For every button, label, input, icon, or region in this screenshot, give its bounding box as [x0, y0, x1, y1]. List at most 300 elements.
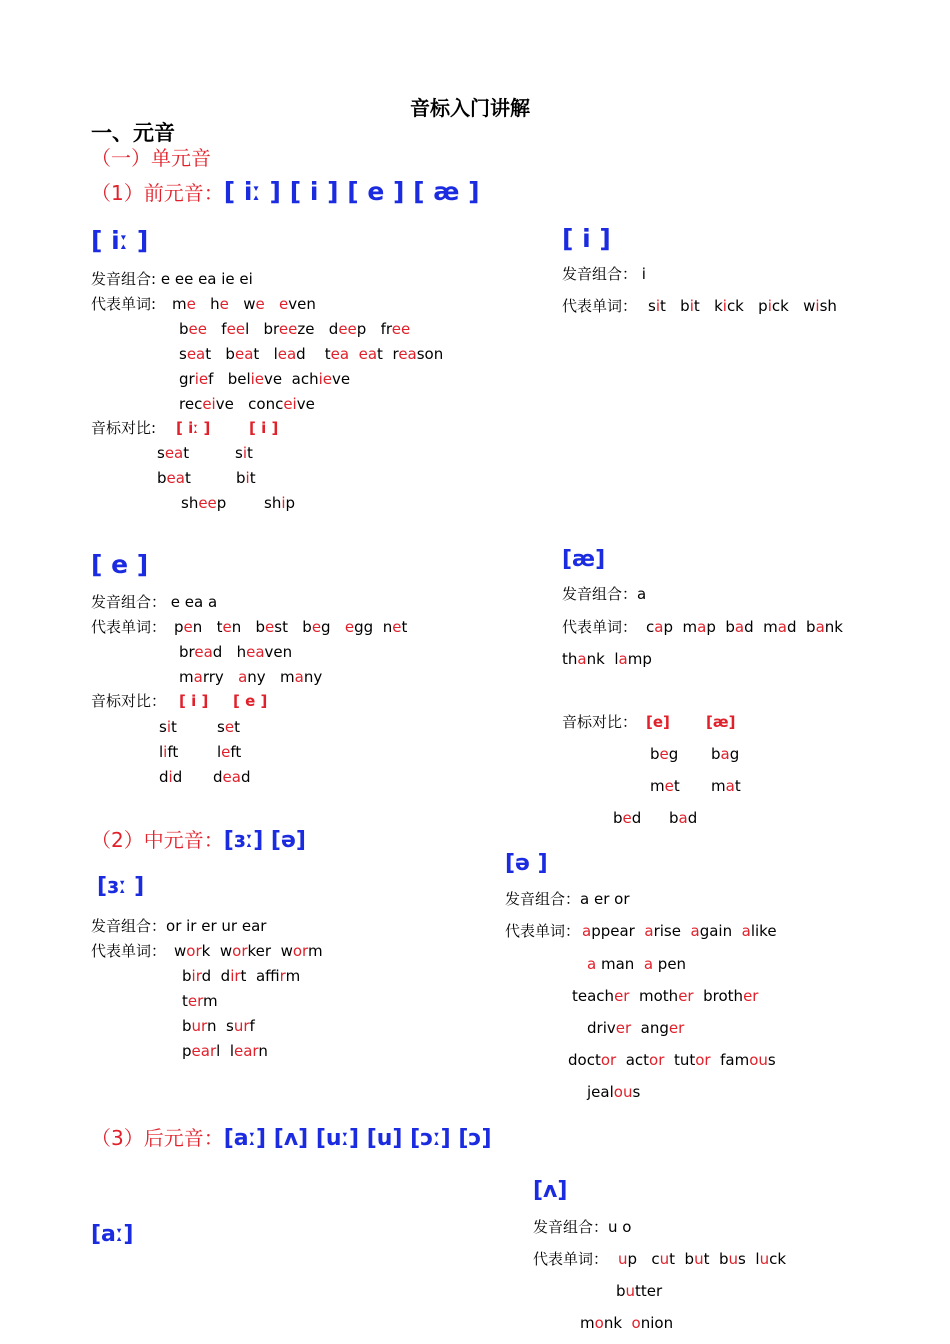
highlight-letters: ur [191, 1017, 207, 1035]
word-text: p [285, 494, 296, 512]
e-compare-label: 音标对比： [91, 692, 167, 710]
central-vowels-label: （2）中元音： [91, 828, 224, 852]
word-text: d [240, 768, 251, 786]
er-word-line [182, 1042, 268, 1060]
ae-word-line [562, 650, 652, 668]
word-text: rry [202, 668, 239, 686]
word-text: t [182, 992, 188, 1010]
ae-pair-left [613, 809, 641, 827]
er-word-line [174, 942, 323, 960]
word-text: k w [201, 942, 233, 960]
ii-pair-left [181, 494, 226, 512]
highlight-letters: u [694, 1250, 704, 1268]
highlight-letters: ei [283, 395, 297, 413]
highlight-letters: ir [191, 967, 202, 985]
combo-label: 发音组合： [91, 593, 167, 611]
word-text: s [217, 718, 225, 736]
highlight-letters: ea [234, 345, 254, 363]
word-text: d [213, 768, 223, 786]
ae-pair-right [669, 809, 697, 827]
highlight-letters: ea [194, 643, 213, 661]
e-pair-left [159, 768, 182, 786]
i-symbol: [ i ] [562, 224, 611, 253]
word-text: ve ach [264, 370, 319, 388]
highlight-letters: i [168, 768, 173, 786]
e-compare-a: [ i ] [179, 692, 209, 710]
word-text: doct [568, 1051, 601, 1069]
highlight-letters: u [618, 1250, 628, 1268]
schwa-word-line [568, 1051, 776, 1069]
highlight-letters: e [183, 618, 193, 636]
highlight-letters: e [392, 618, 402, 636]
word-text: m [307, 942, 323, 960]
word-text: b [669, 809, 679, 827]
word-text: t [673, 777, 680, 795]
e-word-line [179, 643, 292, 661]
highlight-letters: ie [194, 370, 209, 388]
word-text: mp [627, 650, 652, 668]
word-text: p [216, 494, 227, 512]
highlight-letters: i [722, 297, 727, 315]
ae-words-label: 代表单词： [562, 618, 638, 636]
word-text: ang [631, 1019, 669, 1037]
word-text: d [172, 768, 183, 786]
schwa-word-line [587, 1083, 640, 1101]
word-text: d [631, 809, 642, 827]
highlight-letters: ur [233, 1017, 250, 1035]
ii-pair-left [157, 469, 191, 487]
word-text: gr [179, 370, 195, 388]
highlight-letters: a [678, 809, 688, 827]
highlight-letters: ir [230, 967, 241, 985]
highlight-letters: a [690, 922, 700, 940]
word-text: f [207, 320, 227, 338]
word-text: s [235, 444, 243, 462]
ii-word-line [179, 320, 410, 338]
word-text: n s [206, 1017, 234, 1035]
schwa-word-line [572, 987, 758, 1005]
word-text: t [734, 777, 741, 795]
e-pair-right [213, 768, 250, 786]
word-text: t k [693, 297, 723, 315]
highlight-letters: ee [226, 320, 246, 338]
schwa-symbol: [ə ] [505, 851, 548, 876]
wedge-combos: u o [608, 1218, 632, 1236]
e-pair-right [217, 743, 241, 761]
word-text: ft [167, 743, 179, 761]
word-text: m [650, 777, 665, 795]
combo-label: 发音组合： [505, 890, 581, 908]
word-text: gain [699, 922, 742, 940]
word-text: ker w [247, 942, 293, 960]
highlight-letters: ea [166, 469, 185, 487]
ae-symbol: [æ] [562, 547, 606, 572]
highlight-letters: ea [186, 345, 206, 363]
ii-compare-b: [ i ] [249, 419, 279, 437]
highlight-letters: a [577, 650, 587, 668]
highlight-letters: a [618, 650, 628, 668]
word-text: ve conc [215, 395, 284, 413]
central-vowels-heading [91, 824, 306, 853]
er-word-line [182, 992, 218, 1010]
central-vowels-ipa: [ɜː] [ə] [223, 828, 306, 853]
word-text: g [321, 618, 345, 636]
highlight-letters: ei [202, 395, 216, 413]
highlight-letters: or [695, 1051, 711, 1069]
ii-word-line [172, 295, 316, 313]
word-text: m [580, 1314, 595, 1332]
highlight-letters: i [815, 297, 820, 315]
word-text: m [179, 668, 194, 686]
ae-pair-left [650, 777, 680, 795]
schwa-word-line [587, 1019, 684, 1037]
highlight-letters: e [664, 777, 674, 795]
ii-pair-right [235, 444, 253, 462]
highlight-letters: e [622, 809, 632, 827]
highlight-letters: ee [391, 320, 411, 338]
highlight-letters: e [222, 618, 232, 636]
word-text: teach [572, 987, 615, 1005]
highlight-letters: a [587, 955, 597, 973]
highlight-letters: o [594, 1314, 604, 1332]
highlight-letters: a [294, 668, 304, 686]
i-words-label: 代表单词： [562, 297, 638, 315]
i-combos: i [641, 265, 646, 283]
word-text: t [247, 444, 253, 462]
highlight-letters: a [193, 668, 203, 686]
word-text: h [195, 295, 220, 313]
combo-label: 发音组合： [533, 1218, 609, 1236]
highlight-letters: ir [279, 967, 286, 985]
word-text: f [249, 1017, 255, 1035]
ae-compare-b: [æ] [706, 713, 736, 731]
schwa-word-line [582, 922, 777, 940]
word-text: nk l [586, 650, 619, 668]
word-text: d [159, 768, 169, 786]
highlight-letters: ee [338, 320, 357, 338]
word-text: ny m [247, 668, 295, 686]
combo-label: 发音组合： [562, 585, 638, 603]
front-vowels-label: （1）前元音： [91, 181, 224, 205]
ae-pair-right [711, 777, 741, 795]
word-text: nk [603, 1314, 632, 1332]
highlight-letters: er [614, 987, 630, 1005]
word-text: d b [787, 618, 816, 636]
word-text: d h [212, 643, 247, 661]
wedge-symbol: [ʌ] [533, 1178, 568, 1203]
highlight-letters: ea [164, 444, 184, 462]
ii-word-line [179, 370, 350, 388]
e-combos: e ea a [170, 593, 218, 611]
word-text: act [616, 1051, 650, 1069]
schwa-words-label: 代表单词： [505, 922, 581, 940]
highlight-letters: e [265, 618, 275, 636]
word-text: n b [231, 618, 266, 636]
highlight-letters: a [741, 922, 751, 940]
word-text: tter [635, 1282, 663, 1300]
word-text: b [182, 1017, 192, 1035]
word-text: ck [769, 1250, 787, 1268]
wedge-word-line [580, 1314, 673, 1332]
front-vowels-ipa: [ iː ] [ i ] [ e ] [ æ ] [223, 177, 480, 206]
word-text: t [171, 718, 177, 736]
word-text: th [562, 650, 578, 668]
highlight-letters: or [600, 1051, 617, 1069]
word-text: p [174, 618, 184, 636]
highlight-letters: or [292, 942, 308, 960]
highlight-letters: u [659, 1250, 670, 1268]
word-text: d d [201, 967, 231, 985]
word-text: ppear [591, 922, 645, 940]
highlight-letters: o [631, 1314, 641, 1332]
highlight-letters: a [697, 618, 707, 636]
schwa-combos-row [505, 890, 629, 908]
word-text: t [249, 469, 256, 487]
word-text: nk [824, 618, 843, 636]
highlight-letters: i [166, 718, 171, 736]
wedge-combos-row [533, 1218, 631, 1236]
word-text: l [159, 743, 164, 761]
word-text: t aff [240, 967, 280, 985]
highlight-letters: u [759, 1250, 770, 1268]
word-text: s [632, 1083, 641, 1101]
highlight-letters: u [625, 1282, 636, 1300]
ii-words-label: 代表单词: [91, 295, 157, 313]
highlight-letters: i [767, 297, 772, 315]
word-text: d [687, 809, 698, 827]
word-text: g [729, 745, 740, 763]
wedge-word-line [618, 1250, 786, 1268]
highlight-letters: e [219, 295, 229, 313]
word-text: ven [264, 643, 293, 661]
e-words-label: 代表单词： [91, 618, 167, 636]
highlight-letters: ear [191, 1042, 217, 1060]
highlight-letters: a [582, 922, 592, 940]
word-text: l [217, 743, 222, 761]
e-pair-left [159, 743, 178, 761]
ii-compare-label: 音标对比: [91, 419, 157, 437]
highlight-letters: ea [358, 345, 378, 363]
highlight-letters: e [279, 295, 289, 313]
highlight-letters: a [238, 668, 248, 686]
word-text: sh [181, 494, 199, 512]
e-pair-right [217, 718, 240, 736]
highlight-letters: a [725, 777, 735, 795]
er-long-combos: or ir er ur ear [166, 917, 267, 935]
word-text: t b [669, 1250, 695, 1268]
e-symbol: [ e ] [91, 550, 149, 579]
word-text: ck p [726, 297, 768, 315]
ii-compare-a: [ iː ] [176, 419, 211, 437]
word-text: b [179, 320, 189, 338]
highlight-letters: or [232, 942, 248, 960]
highlight-letters: ea [398, 345, 417, 363]
word-text: l l [216, 1042, 234, 1060]
word-text: ven [288, 295, 316, 313]
highlight-letters: a [815, 618, 825, 636]
word-text: s [648, 297, 656, 315]
ii-word-line [179, 395, 315, 413]
word-text: man [596, 955, 644, 973]
ii-pair-right [264, 494, 295, 512]
back-vowels-label: （3）后元音： [91, 1126, 224, 1150]
word-text: t b [660, 297, 690, 315]
highlight-letters: i [689, 297, 694, 315]
word-text: p c [627, 1250, 660, 1268]
highlight-letters: ee [188, 320, 207, 338]
word-text: f bel [208, 370, 251, 388]
word-text: nion [640, 1314, 674, 1332]
word-text: t [401, 618, 408, 636]
highlight-letters: ie [250, 370, 265, 388]
highlight-letters: ea [330, 345, 350, 363]
highlight-letters: ie [318, 370, 333, 388]
highlight-letters: i [655, 297, 660, 315]
word-text: d m [744, 618, 778, 636]
highlight-letters: u [728, 1250, 739, 1268]
word-text: ze d [297, 320, 339, 338]
word-text: ve [332, 370, 351, 388]
er-word-line [182, 1017, 255, 1035]
highlight-letters: er [187, 992, 204, 1010]
highlight-letters: ea [277, 345, 297, 363]
e-word-line [174, 618, 407, 636]
ii-combos-row [91, 270, 253, 288]
aa-symbol: [aː] [91, 1222, 134, 1247]
word-text: t [234, 718, 240, 736]
word-text: t [184, 469, 191, 487]
word-text: son [416, 345, 444, 363]
word-text: s l [738, 1250, 760, 1268]
e-compare-b: [ e ] [233, 692, 268, 710]
highlight-letters: e [224, 718, 235, 736]
word-text: d t [296, 345, 331, 363]
word-text: ck w [771, 297, 816, 315]
word-text: driv [587, 1019, 616, 1037]
highlight-letters: ee [278, 320, 298, 338]
highlight-letters: a [643, 955, 654, 973]
page-title: 音标入门讲解 [410, 96, 530, 120]
word-text: gg n [354, 618, 393, 636]
word-text: b [157, 469, 167, 487]
word-text: s [159, 718, 167, 736]
ii-word-line [179, 345, 443, 363]
word-text: t b [703, 1250, 729, 1268]
word-text: n t [192, 618, 223, 636]
back-vowels-heading [91, 1122, 492, 1151]
highlight-letters: or [186, 942, 202, 960]
ii-pair-left [157, 444, 189, 462]
i-combos-row [562, 265, 646, 283]
word-text: w [174, 942, 187, 960]
highlight-letters: er [668, 1019, 685, 1037]
word-text: w [228, 295, 256, 313]
highlight-letters: er [678, 987, 694, 1005]
highlight-letters: e [311, 618, 322, 636]
highlight-letters: er [615, 1019, 632, 1037]
combo-label: 发音组合： [562, 265, 638, 283]
er-long-words-label: 代表单词： [91, 942, 167, 960]
highlight-letters: er [743, 987, 759, 1005]
word-text: broth [693, 987, 744, 1005]
word-text: pen [653, 955, 687, 973]
ae-pair-right [711, 745, 739, 763]
highlight-letters: ee [198, 494, 217, 512]
word-text: ve [296, 395, 315, 413]
word-text: b [650, 745, 660, 763]
word-text: like [750, 922, 777, 940]
highlight-letters: a [777, 618, 787, 636]
word-text: sh [819, 297, 837, 315]
er-long-combos-row [91, 917, 266, 935]
highlight-letters: e [659, 745, 669, 763]
word-text: p [182, 1042, 192, 1060]
word-text: ft [230, 743, 242, 761]
highlight-letters: i [163, 743, 168, 761]
word-text: b [711, 745, 721, 763]
word-text: t [183, 444, 190, 462]
i-word-line [648, 297, 837, 315]
word-text: rise [653, 922, 691, 940]
word-text: p m [663, 618, 698, 636]
er-long-symbol: [ɜː ] [97, 874, 145, 899]
combo-label: 发音组合: [91, 270, 157, 288]
word-text: jeal [587, 1083, 614, 1101]
e-pair-left [159, 718, 177, 736]
word-text: b [613, 809, 623, 827]
highlight-letters: or [649, 1051, 665, 1069]
ii-pair-right [236, 469, 256, 487]
highlight-letters: a [644, 922, 654, 940]
word-text: b [182, 967, 192, 985]
combo-label: 发音组合： [91, 917, 167, 935]
highlight-letters: e [255, 295, 265, 313]
ii-combos: e ee ea ie ei [160, 270, 253, 288]
word-text: t l [253, 345, 278, 363]
word-text: c [646, 618, 655, 636]
ae-compare-label: 音标对比： [562, 713, 638, 731]
highlight-letters: ou [613, 1083, 633, 1101]
highlight-letters: a [720, 745, 730, 763]
ae-word-line [646, 618, 843, 636]
word-text: tut [664, 1051, 696, 1069]
subsection-monophthongs: （一）单元音 [91, 146, 211, 170]
word-text [265, 295, 279, 313]
highlight-letters: a [734, 618, 745, 636]
highlight-letters: i [242, 444, 247, 462]
highlight-letters: i [281, 494, 286, 512]
word-text: t r [377, 345, 399, 363]
section-vowels: 一、元音 [91, 121, 175, 145]
highlight-letters: e [186, 295, 196, 313]
front-vowels-heading [91, 177, 480, 206]
highlight-letters: ear [234, 1042, 259, 1060]
ae-pair-left [650, 745, 678, 763]
word-text: m [203, 992, 218, 1010]
ae-combos: a [637, 585, 647, 603]
word-text: t b [205, 345, 235, 363]
er-word-line [182, 967, 300, 985]
back-vowels-ipa: [aː] [ʌ] [uː] [u] [ɔː] [ɔ] [223, 1126, 492, 1151]
highlight-letters: ea [222, 768, 241, 786]
word-text: ny [303, 668, 323, 686]
word-text: s [157, 444, 165, 462]
word-text: moth [629, 987, 679, 1005]
word-text: rec [179, 395, 203, 413]
wedge-word-line [616, 1282, 662, 1300]
e-word-line [179, 668, 322, 686]
ae-combos-row [562, 585, 646, 603]
